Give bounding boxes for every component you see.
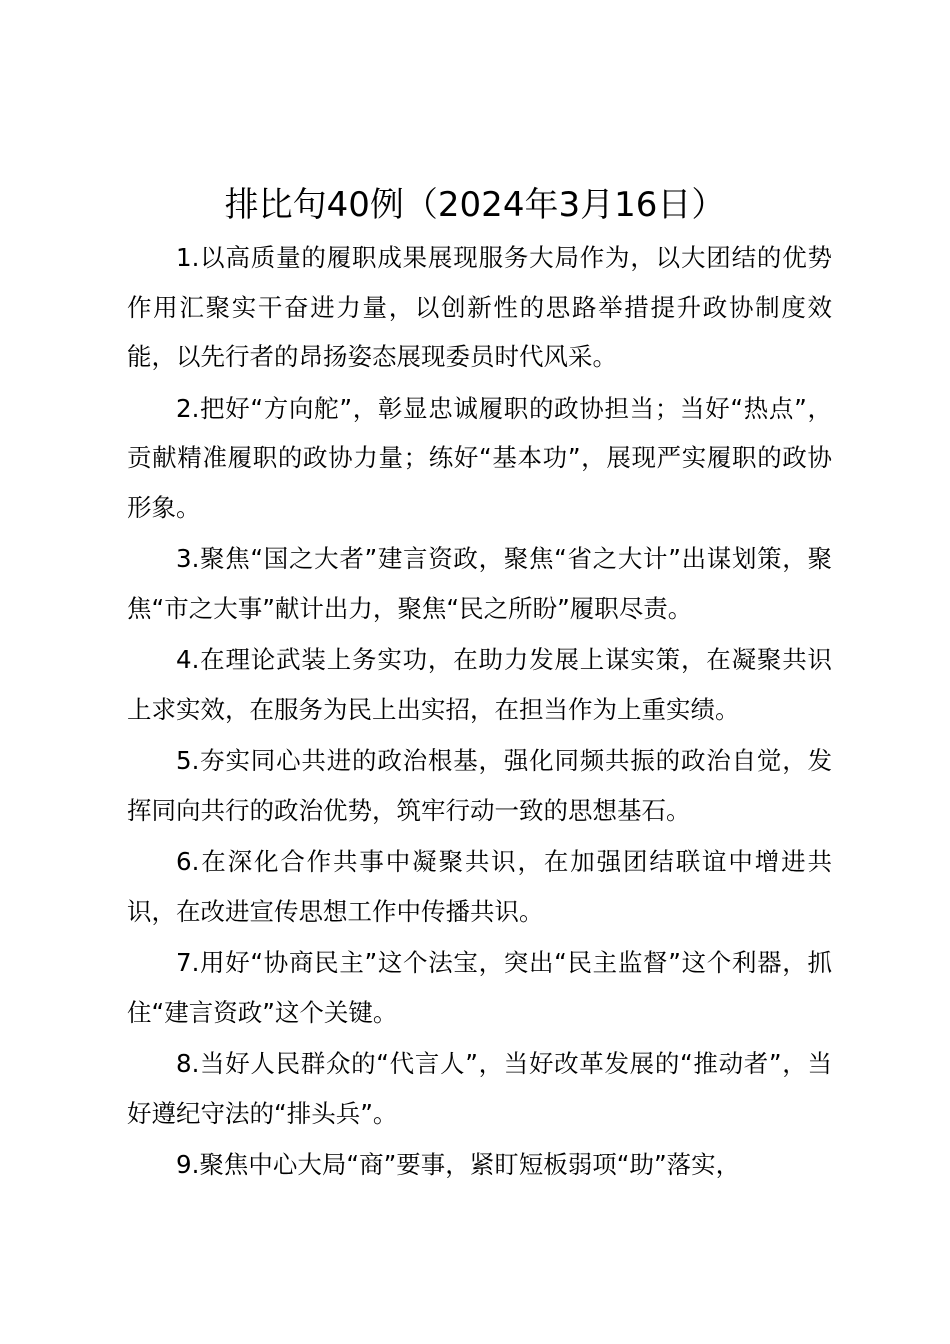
document-title: 排比句40例（2024年3月16日） bbox=[224, 185, 726, 225]
paragraph-1: 1.以高质量的履职成果展现服务大局作为，以大团结的优势作用汇聚实干奋进力量，以创新性的思路举措提升政协制度效能，以先行者的昂扬姿态展现委员时代风采。 bbox=[127, 243, 832, 371]
paragraph-8: 8.当好人民群众的“代言人”，当好改革发展的“推动者”，当好遵纪守法的“排头兵”。 bbox=[127, 1049, 832, 1128]
paragraph-9: 9.聚焦中心大局“商”要事，紧盯短板弱项“助”落实， bbox=[176, 1150, 741, 1179]
paragraph-5: 5.夯实同心共进的政治根基，强化同频共振的政治自觉，发挥同向共行的政治优势，筑牢行动一致的思想基石。 bbox=[127, 746, 832, 825]
paragraph-7: 7.用好“协商民主”这个法宝，突出“民主监督”这个利器，抓住“建言资政”这个关键。 bbox=[127, 948, 832, 1027]
paragraph-4: 4.在理论武装上务实功，在助力发展上谋实策，在凝聚共识上求实效，在服务为民上出实招，在担当作为上重实绩。 bbox=[127, 645, 832, 724]
paragraph-3: 3.聚焦“国之大者”建言资政，聚焦“省之大计”出谋划策，聚焦“市之大事”献计出力，聚焦“民之所盼”履职尽责。 bbox=[127, 544, 832, 623]
paragraph-6: 6.在深化合作共事中凝聚共识，在加强团结联谊中增进共识，在改进宣传思想工作中传播共识。 bbox=[127, 847, 832, 926]
document-body bbox=[127, 233, 832, 1192]
paragraph-2: 2.把好“方向舵”，彰显忠诚履职的政协担当；当好“热点”，贡献精准履职的政协力量；练好“基本功”，展现严实履职的政协形象。 bbox=[127, 393, 832, 522]
